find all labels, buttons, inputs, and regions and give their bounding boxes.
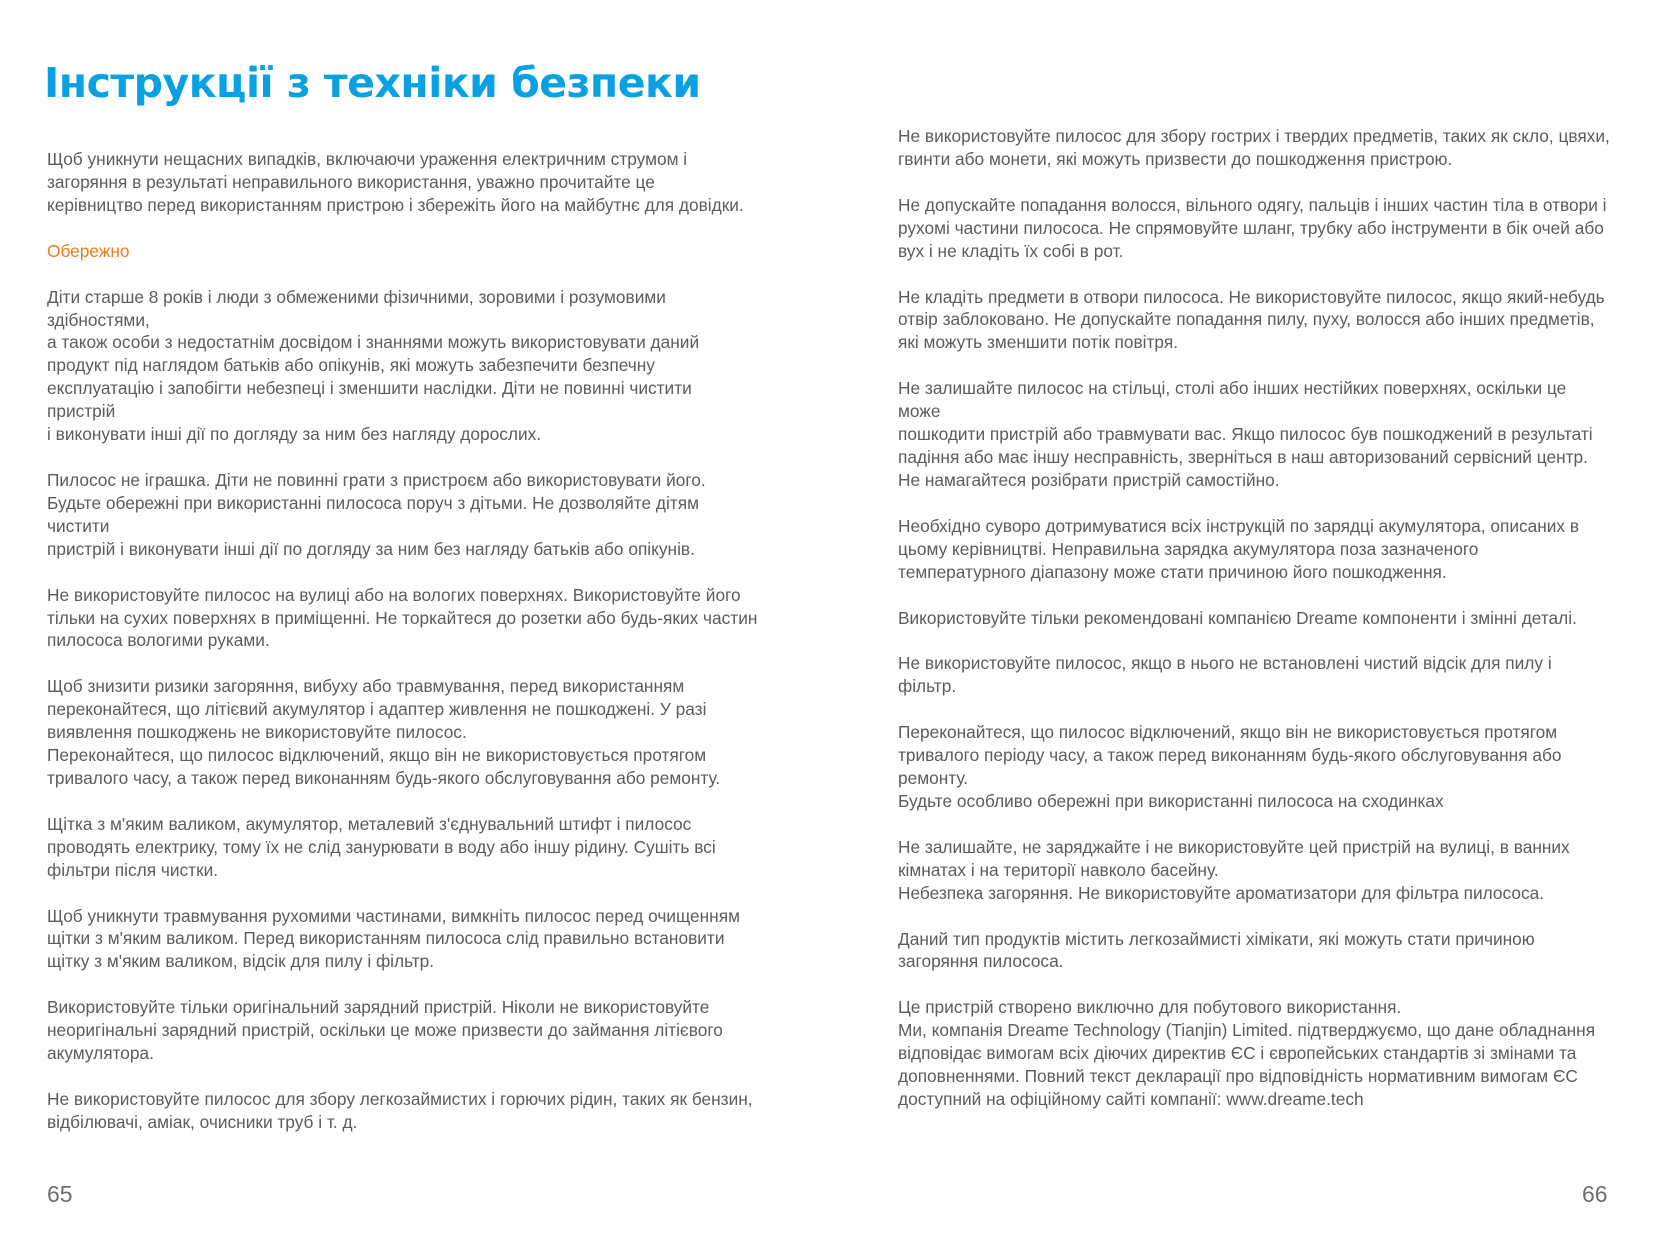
safety-paragraph: Використовуйте тільки рекомендовані компанією Dreame компоненти і змінні деталі. [898, 607, 1577, 628]
safety-paragraph: Переконайтеся, що пилосос відключений, якщо він не використовується протягом тривалого періоду часу, а також перед виконанням будь-якого обслуговування або ремонту. Будьте особливо обережні при використанні пилососа на сходинках [898, 722, 1562, 811]
warning-heading: Обережно [47, 240, 130, 261]
page-number-right: 66 [1582, 1181, 1608, 1207]
safety-paragraph: Щоб знизити ризики загоряння, вибуху або травмування, перед використанням переконайтеся, що літієвий акумулятор і адаптер живлення не пошкоджені. У разі виявлення пошкоджень не використовуйте пилосос. Переконайтеся, що пилосос відключений, якщо він не використовується протягом тривалого часу, а також перед виконанням будь-якого обслуговування або ремонту. [47, 676, 721, 788]
right-column [898, 125, 1610, 1134]
safety-paragraph: Пилосос не іграшка. Діти не повинні грати з пристроєм або використовувати його. Будьте обережні при використанні пилососа поруч з дітьми. Не дозволяйте дітям чистити пристрій і виконувати інші дії по догляду за ним без нагляду батьків або опікунів. [47, 469, 706, 559]
safety-paragraph: Діти старше 8 років і люди з обмеженими фізичними, зоровими і розумовими здібностями, а також особи з недостатнім досвідом і знаннями можуть використовувати даний продукт під наглядом батьків або опікунів, які можуть забезпечити безпечну експлуатацію і запобігти небезпеці і зменшити наслідки. Діти не повинні чистити пристрій і виконувати інші дії по догляду за ним без нагляду дорослих. [47, 286, 700, 445]
safety-paragraph: Щоб уникнути нещасних випадків, включаючи ураження електричним струмом і загоряння в результаті неправильного використання, уважно прочитайте це керівництво перед використанням пристрою і збережіть його на майбутнє для довідки. [47, 149, 744, 215]
safety-paragraph: Не використовуйте пилосос для збору легкозаймистих і горючих рідин, таких як бензин, відбілювачі, аміак, очисники труб і т. д. [47, 1089, 753, 1132]
safety-paragraph: Необхідно суворо дотримуватися всіх інструкцій по зарядці акумулятора, описаних в цьому керівництві. Неправильна зарядка акумулятора поза зазначеного температурного діапазону може стати причиною його пошкодження. [898, 515, 1580, 582]
safety-paragraph: Даний тип продуктів містить легкозаймисті хімікати, які можуть стати причиною загоряння пилососа. [898, 928, 1535, 972]
safety-paragraph: Не залишайте, не заряджайте і не використовуйте цей пристрій на вулиці, в ванних кімнатах і на території навколо басейну. Небезпека загоряння. Не використовуйте ароматизатори для фільтра пилососа. [898, 836, 1570, 903]
safety-paragraph: Не залишайте пилосос на стільці, столі або інших нестійких поверхнях, оскільки це може пошкодити пристрій або травмувати вас. Якщо пилосос був пошкоджений в результаті падіння або має іншу несправність, зверніться в наш авторизований сервісний центр. Не намагайтеся розібрати пристрій самостійно. [898, 378, 1593, 490]
page-number-left: 65 [47, 1181, 73, 1207]
safety-paragraph: Не використовуйте пилосос для збору гострих і твердих предметів, таких як скло, цвяхи, гвинти або монети, які можуть призвести до пошкодження пристрою. [898, 126, 1610, 169]
safety-paragraph: Не кладіть предмети в отвори пилососа. Не використовуйте пилосос, якщо який-небудь отвір заблоковано. Не допускайте попадання пилу, пуху, волосся або інших предметів, які можуть зменшити потік повітря. [898, 286, 1605, 353]
safety-paragraph: Щітка з м'яким валиком, акумулятор, металевий з'єднувальний штифт і пилосос проводять електрику, тому їх не слід занурювати в воду або іншу рідину. Сушіть всі фільтри після чистки. [47, 813, 716, 880]
safety-paragraph: Це пристрій створено виключно для побутового використання. Ми, компанія Dreame Technology (Tianjin) Limited. підтверджуємо, що дане обладнання відповідає вимогам всіх діючих директив ЄС і європейських стандартів зі змінами та доповненнями. Повний текст декларації про відповідність нормативним вимогам ЄС доступний на офіційному сайті компанії: www.dreame.tech [898, 997, 1596, 1109]
safety-paragraph: Щоб уникнути травмування рухомими частинами, вимкніть пилосос перед очищенням щітки з м'яким валиком. Перед використанням пилососа слід правильно встановити щітку з м'яким валиком, відсік для пилу і фільтр. [47, 905, 740, 972]
safety-paragraph: Не допускайте попадання волосся, вільного одягу, пальців і інших частин тіла в отвори і рухомі частини пилососа. Не спрямовуйте шланг, трубку або інструменти в бік очей або вух і не кладіть їх собі в рот. [898, 194, 1607, 261]
page-title: Інструкції з техніки безпеки [44, 59, 701, 107]
left-column [47, 148, 759, 1157]
safety-paragraph: Не використовуйте пилосос, якщо в нього не встановлені чистий відсік для пилу і фільтр. [898, 653, 1552, 697]
safety-paragraph: Не використовуйте пилосос на вулиці або на вологих поверхнях. Використовуйте його тільки на сухих поверхнях в приміщенні. Не торкайтеся до розетки або будь-яких частин пилососа вологими руками. [47, 584, 758, 651]
safety-paragraph: Використовуйте тільки оригінальний зарядний пристрій. Ніколи не використовуйте неоригінальні зарядний пристрій, оскільки це може призвести до займання літієвого акумулятора. [47, 997, 723, 1064]
